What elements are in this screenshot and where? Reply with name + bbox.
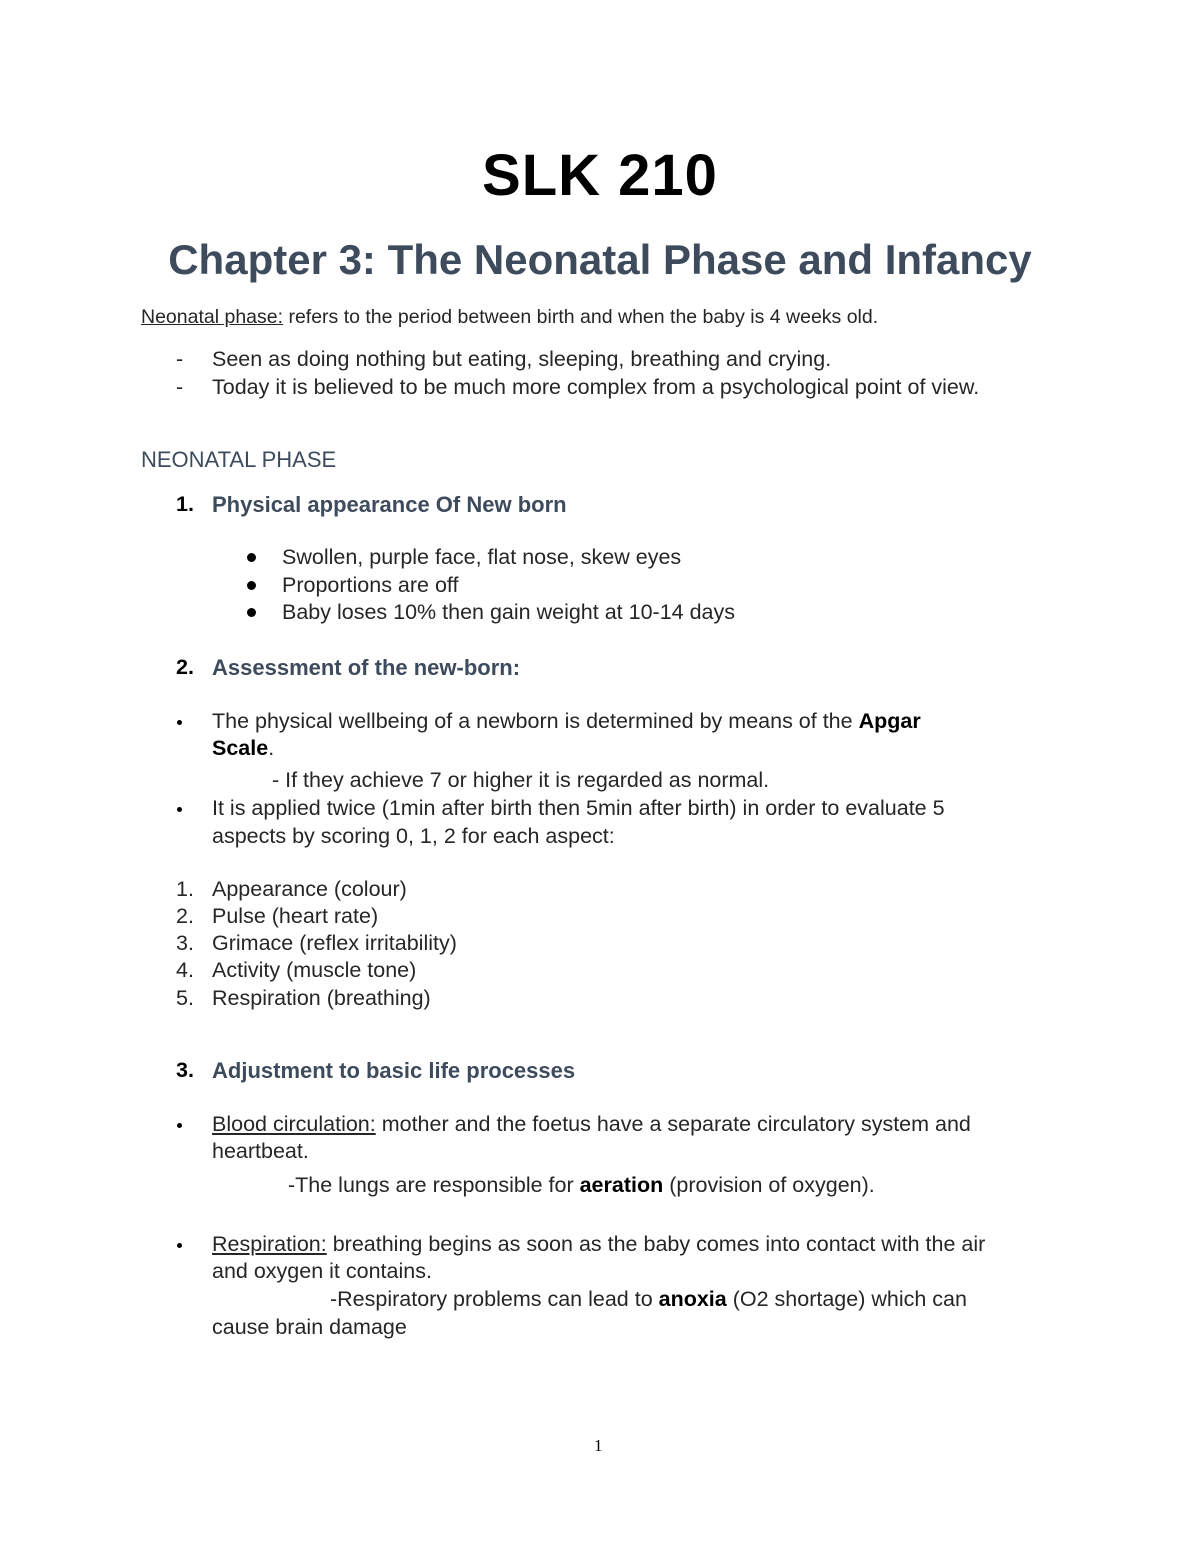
anoxia-term: anoxia [658,1287,727,1311]
blood-circulation-text: mother and the foetus have a separate circulatory system and [375,1112,971,1136]
intro-point: Seen as doing nothing but eating, sleeping, breathing and crying. [212,347,832,371]
bullet-dot-icon [177,720,182,725]
aspect-item: Activity (muscle tone) [212,958,417,982]
page-number: 1 [594,1436,603,1455]
aeration-term: aeration [579,1173,664,1197]
aspect-item: Pulse (heart rate) [212,904,379,928]
respiration-line1 [212,1232,985,1257]
appearance-bullet: Proportions are off [282,573,459,597]
aeration-note-end: (provision of oxygen). [663,1173,875,1197]
intro-dash: - [176,375,184,399]
intro-dash: - [176,347,184,371]
intro-term: Neonatal phase: [141,306,284,328]
aspect-number: 2. [176,904,194,928]
section-3-number: 3. [176,1058,194,1082]
aspect-item: Grimace (reflex irritability) [212,931,457,955]
anoxia-note [330,1287,967,1312]
blood-circulation-line1 [212,1112,971,1137]
aspect-number: 3. [176,931,194,955]
aeration-note-text: -The lungs are responsible for [288,1173,580,1197]
bullet-dot-icon [247,608,256,617]
intro-point: Today it is believed to be much more complex from a psychological point of view. [212,375,980,399]
apgar-term: Apgar [858,709,921,733]
respiration-term: Respiration: [212,1232,327,1256]
blood-circulation-line2: heartbeat. [212,1139,309,1163]
anoxia-note-line2: cause brain damage [212,1315,407,1339]
aspect-number: 1. [176,877,194,901]
chapter-heading: Chapter 3: The Neonatal Phase and Infancy [168,236,1032,283]
aspect-number: 4. [176,958,194,982]
section-1-number: 1. [176,492,194,516]
bullet-dot-icon [177,807,182,812]
bullet-dot-icon [247,581,256,590]
section-3-heading: Adjustment to basic life processes [212,1058,576,1083]
intro-definition [141,306,878,329]
section-heading: NEONATAL PHASE [141,447,337,472]
appearance-bullet: Baby loses 10% then gain weight at 10-14 days [282,600,735,624]
anoxia-note-text: -Respiratory problems can lead to [330,1287,659,1311]
respiration-text: breathing begins as soon as the baby comes into contact with the air [326,1232,986,1256]
scale-term: Scale [212,736,269,760]
blood-circulation-term: Blood circulation: [212,1112,376,1136]
apgar-text: The physical wellbeing of a newborn is determined by means of the [212,709,859,733]
aspect-item: Appearance (colour) [212,877,407,901]
apgar-paragraph [212,709,921,734]
appearance-bullet: Swollen, purple face, flat nose, skew eyes [282,545,682,569]
section-2-heading: Assessment of the new-born: [212,655,521,680]
anoxia-note-end: (O2 shortage) which can [726,1287,967,1311]
bullet-dot-icon [177,1243,182,1248]
document-title: SLK 210 [482,143,718,208]
apgar-paragraph-line2 [212,736,274,761]
aspect-item: Respiration (breathing) [212,986,431,1010]
apgar-application-line2: aspects by scoring 0, 1, 2 for each aspect: [212,824,615,848]
period: . [268,736,275,760]
apgar-note: - If they achieve 7 or higher it is regarded as normal. [272,768,770,792]
respiration-line2: and oxygen it contains. [212,1259,432,1283]
intro-definition-text: refers to the period between birth and when the baby is 4 weeks old. [283,306,879,328]
apgar-application-line1: It is applied twice (1min after birth then 5min after birth) in order to evaluate 5 [212,796,945,820]
section-1-heading: Physical appearance Of New born [212,492,567,517]
aspect-number: 5. [176,986,194,1010]
aeration-note [288,1173,875,1198]
section-2-number: 2. [176,655,194,679]
bullet-dot-icon [247,553,256,562]
bullet-dot-icon [177,1123,182,1128]
